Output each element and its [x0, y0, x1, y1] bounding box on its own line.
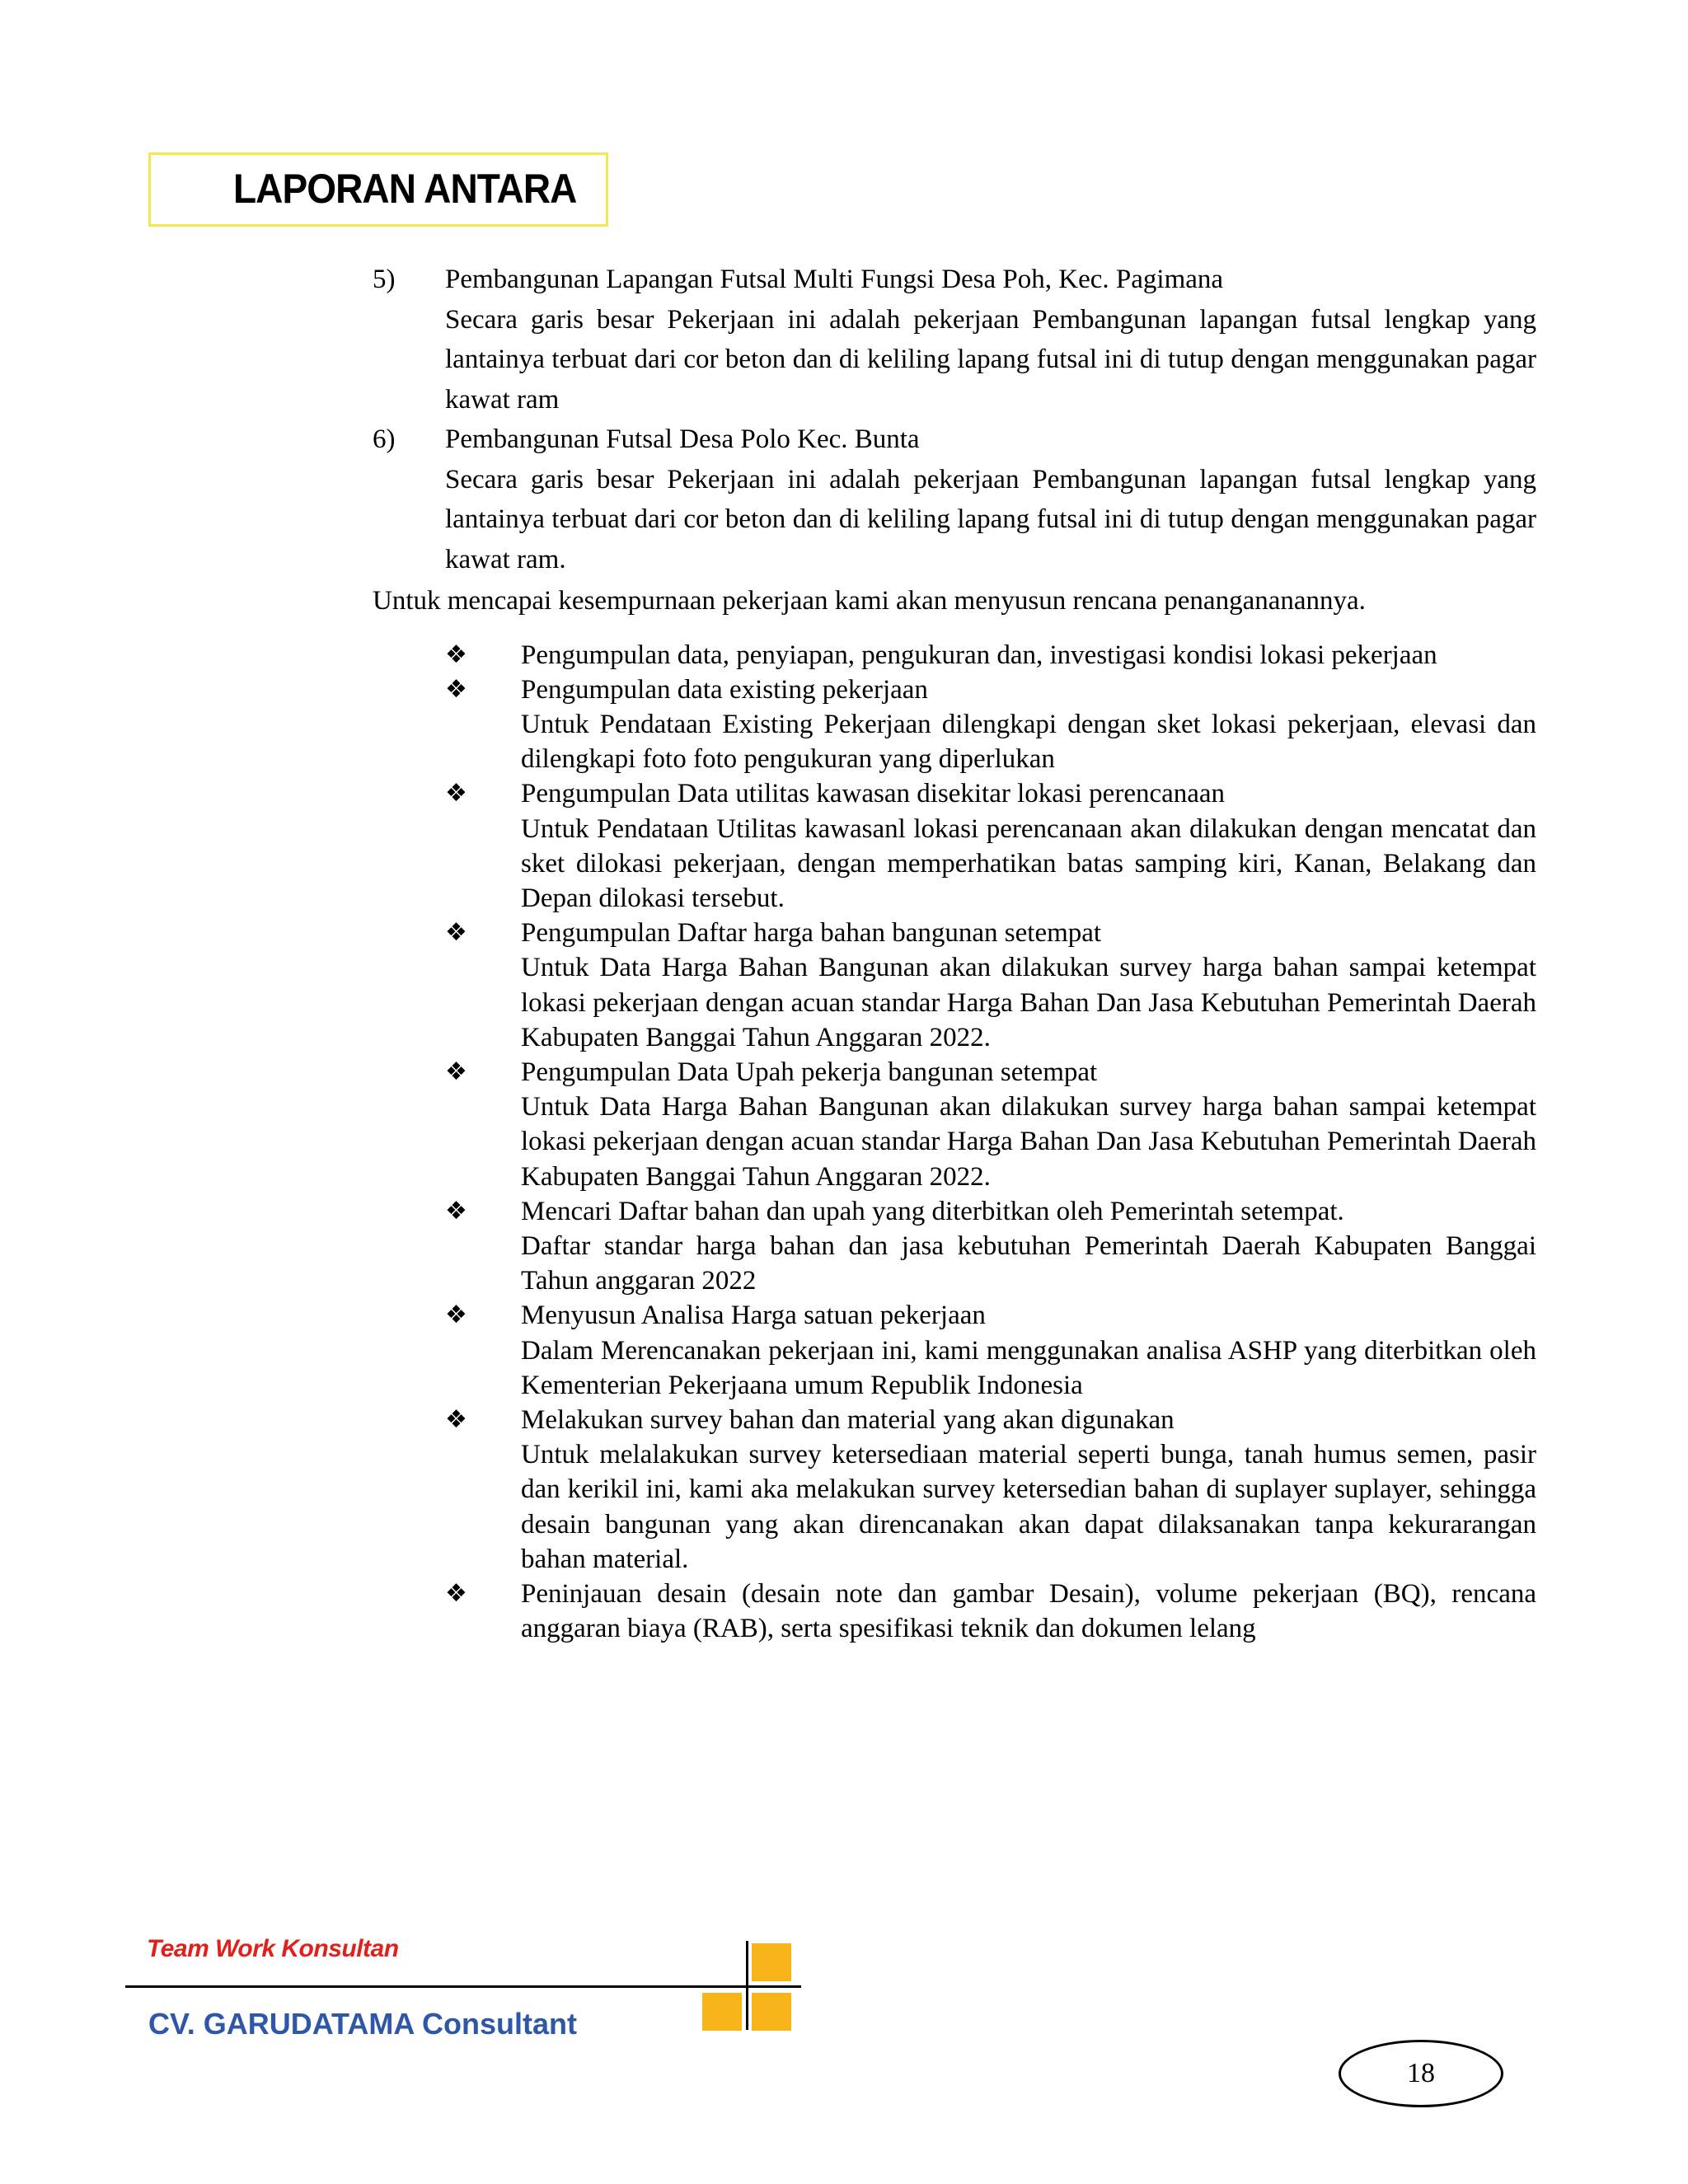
bullet-description: Untuk Pendataan Existing Pekerjaan dilengkapi dengan sket lokasi pekerjaan, elevasi dan dilengkapi foto foto pengukuran yang diperlukan [521, 709, 1536, 775]
bullet-title: Menyusun Analisa Harga satuan pekerjaan [521, 1301, 986, 1331]
diamond-bullet-icon: ❖ [445, 779, 467, 808]
bullet-item [445, 673, 1536, 777]
footer-tagline: Team Work Konsultan [147, 1935, 399, 1962]
logo-divider [746, 1941, 748, 2030]
document-body [373, 260, 1536, 1646]
bullet-item [445, 1194, 1536, 1299]
bullet-item [445, 638, 1536, 673]
item-title: Pembangunan Lapangan Futsal Multi Fungsi Desa Poh, Kec. Pagimana [445, 265, 1224, 294]
bullet-item [445, 776, 1536, 916]
bullet-description: Daftar standar harga bahan dan jasa kebutuhan Pemerintah Daerah Kabupaten Banggai Tahun anggaran 2022 [521, 1230, 1536, 1296]
bullet-title: Pengumpulan data existing pekerjaan [521, 674, 928, 705]
bullet-description: Untuk Pendataan Utilitas kawasanl lokasi perencanaan akan dilakukan dengan mencatat dan sket dilokasi pekerjaan, dengan memperhatikan batas samping kiri, Kanan, Belakang dan Depan dilokasi tersebut. [521, 813, 1536, 913]
bullet-title: Pengumpulan data, penyiapan, pengukuran dan, investigasi kondisi lokasi pekerjaan [521, 640, 1437, 670]
diamond-bullet-icon: ❖ [445, 1578, 467, 1608]
bullet-title: Peninjauan desain (desain note dan gambar Desain), volume pekerjaan (BQ), rencana anggaran biaya (RAB), serta spesifikasi teknik dan dokumen lelang [521, 1578, 1536, 1644]
logo-square-icon [752, 1993, 791, 2031]
bullet-description: Untuk melalakukan survey ketersediaan material seperti bunga, tanah humus semen, pasir dan kerikil ini, kami aka melakukan survey ketersedian bahan di suplayer suplayer, sehingga desain bangunan yang akan direncanakan akan dapat dilaksanakan tanpa kekurarangan bahan material. [521, 1440, 1536, 1574]
logo-square-icon [752, 1943, 791, 1981]
diamond-bullet-icon: ❖ [445, 674, 467, 704]
item-number: 5) [373, 265, 396, 294]
numbered-item [373, 419, 1536, 579]
diamond-bullet-icon: ❖ [445, 640, 467, 669]
page-number: 18 [1339, 2040, 1503, 2107]
bullet-item [445, 1298, 1536, 1403]
report-title-box [148, 152, 608, 227]
bullet-description: Untuk Data Harga Bahan Bangunan akan dilakukan survey harga bahan sampai ketempat lokasi pekerjaan dengan acuan standar Harga Bahan Dan Jasa Kebutuhan Pemerintah Daerah Kabupaten Banggai Tahun Anggaran 2022. [521, 953, 1536, 1052]
intro-paragraph: Untuk mencapai kesempurnaan pekerjaan kami akan menyusun rencana penangananannya. [373, 586, 1366, 616]
numbered-item [373, 260, 1536, 419]
diamond-bullet-icon: ❖ [445, 918, 467, 948]
bullet-item [445, 916, 1536, 1055]
bullet-description: Untuk Data Harga Bahan Bangunan akan dilakukan survey harga bahan sampai ketempat lokasi pekerjaan dengan acuan standar Harga Bahan Dan Jasa Kebutuhan Pemerintah Daerah Kabupaten Banggai Tahun Anggaran 2022. [521, 1092, 1536, 1192]
bullet-title: Pengumpulan Data Upah pekerja bangunan setempat [521, 1057, 1098, 1087]
bullet-title: Melakukan survey bahan dan material yang akan digunakan [521, 1404, 1175, 1435]
bullet-item [445, 1055, 1536, 1194]
bullet-item [445, 1577, 1536, 1646]
diamond-bullet-icon: ❖ [445, 1301, 467, 1330]
report-title: LAPORAN ANTARA [233, 166, 577, 212]
item-number: 6) [373, 424, 396, 454]
diamond-bullet-icon: ❖ [445, 1404, 467, 1434]
footer-divider [125, 1985, 801, 1988]
item-title: Pembangunan Futsal Desa Polo Kec. Bunta [445, 424, 920, 454]
diamond-bullet-icon: ❖ [445, 1057, 467, 1086]
logo-square-icon [702, 1993, 742, 2031]
bullet-item [445, 1403, 1536, 1577]
bullet-description: Dalam Merencanakan pekerjaan ini, kami menggunakan analisa ASHP yang diterbitkan oleh Kementerian Pekerjaana umum Republik Indonesia [521, 1335, 1536, 1400]
item-description: Secara garis besar Pekerjaan ini adalah pekerjaan Pembangunan lapangan futsal lengkap yang lantainya terbuat dari cor beton dan di keliling lapang futsal ini di tutup dengan menggunakan pagar kawat ram. [445, 464, 1536, 574]
bullet-title: Mencari Daftar bahan dan upah yang diterbitkan oleh Pemerintah setempat. [521, 1196, 1344, 1226]
diamond-bullet-icon: ❖ [445, 1196, 467, 1226]
company-name: CV. GARUDATAMA Consultant [148, 2007, 577, 2041]
bullet-title: Pengumpulan Daftar harga bahan bangunan setempat [521, 918, 1102, 949]
bullet-title: Pengumpulan Data utilitas kawasan disekitar lokasi perencanaan [521, 779, 1226, 809]
item-description: Secara garis besar Pekerjaan ini adalah pekerjaan Pembangunan lapangan futsal lengkap yang lantainya terbuat dari cor beton dan di keliling lapang futsal ini di tutup dengan menggunakan pagar kawat ram [445, 304, 1536, 415]
bullet-list [373, 638, 1536, 1647]
